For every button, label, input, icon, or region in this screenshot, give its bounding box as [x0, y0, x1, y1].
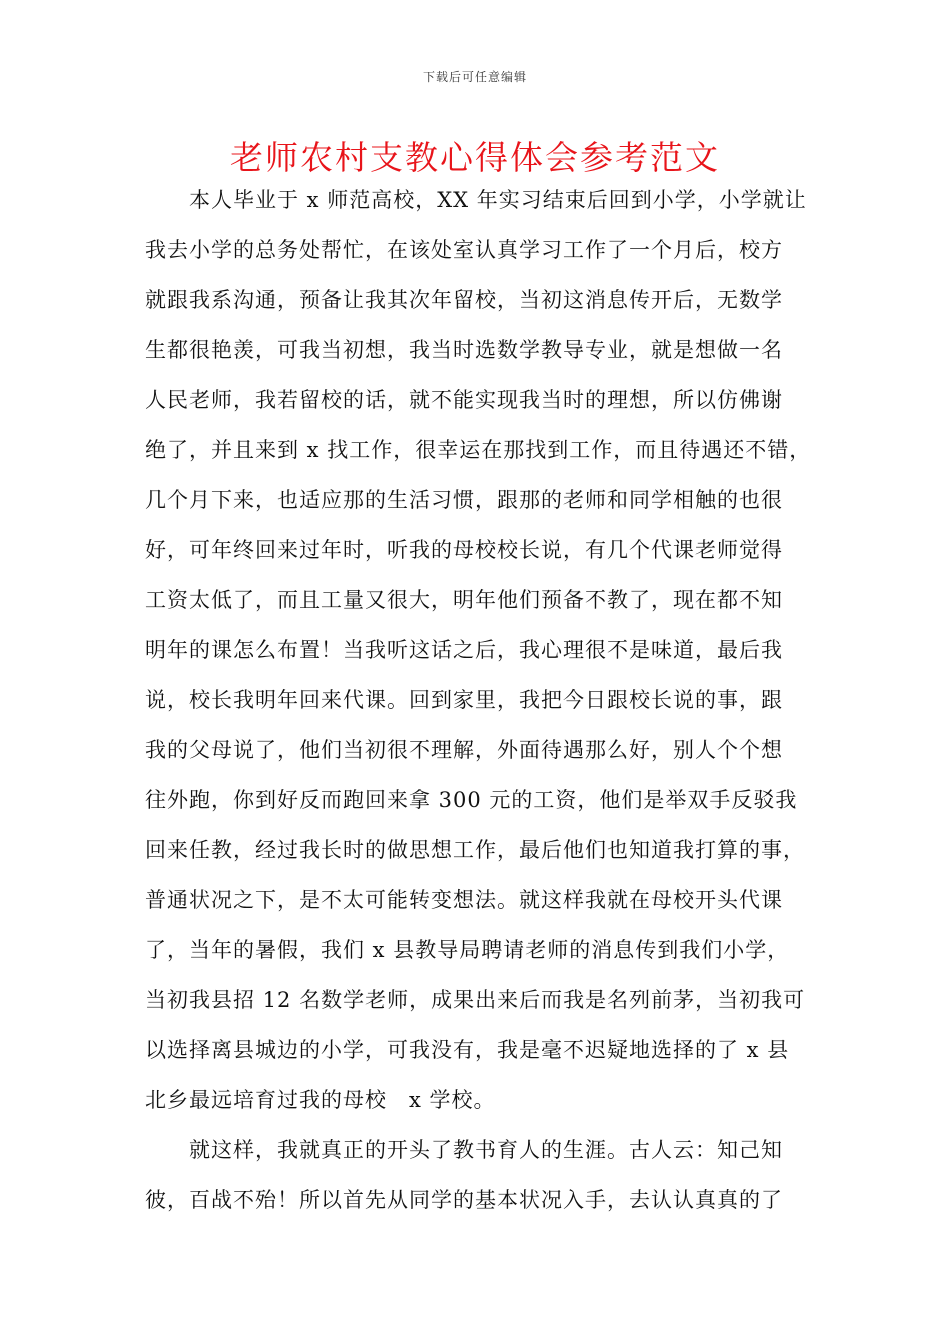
- text-line: 工资太低了，而且工量又很大，明年他们预备不教了，现在都不知: [145, 588, 783, 612]
- header-note: 下载后可任意编辑: [422, 70, 527, 84]
- text-line: 人民老师，我若留校的话，就不能实现我当时的理想，所以仿佛谢: [145, 388, 783, 412]
- text-line: 好，可年终回来过年时，听我的母校校长说，有几个代课老师觉得: [145, 538, 783, 562]
- text-line: 当初我县招 12 名数学老师，成果出来后而我是名列前茅，当初我可: [145, 988, 806, 1012]
- text-line: 就这样，我就真正的开头了教书育人的生涯。古人云：知己知: [189, 1138, 783, 1162]
- text-line: 绝了，并且来到 x 找工作，很幸运在那找到工作，而且待遇还不错，: [145, 438, 812, 462]
- text-line: 本人毕业于 x 师范高校，XX 年实习结束后回到小学，小学就让: [189, 188, 807, 212]
- text-line: 我的父母说了，他们当初很不理解，外面待遇那么好，别人个个想: [145, 738, 783, 762]
- text-line: 说，校长我明年回来代课。回到家里，我把今日跟校长说的事，跟: [145, 688, 783, 712]
- document-title: 老师农村支教心得体会参考范文: [230, 138, 720, 177]
- text-line: 回来任教，经过我长时的做思想工作，最后他们也知道我打算的事，: [145, 838, 805, 862]
- text-line: 以选择离县城边的小学，可我没有，我是毫不迟疑地选择的了 x 县: [145, 1038, 790, 1062]
- text-line: 几个月下来，也适应那的生活习惯，跟那的老师和同学相触的也很: [145, 488, 783, 512]
- paragraph-1: [145, 180, 825, 1130]
- text-line: 彼，百战不殆！所以首先从同学的基本状况入手，去认认真真的了: [145, 1188, 783, 1212]
- text-line: 往外跑，你到好反而跑回来拿 300 元的工资，他们是举双手反驳我: [145, 788, 798, 812]
- text-line: 普通状况之下，是不太可能转变想法。就这样我就在母校开头代课: [145, 888, 783, 912]
- text-line: 就跟我系沟通，预备让我其次年留校，当初这消息传开后，无数学: [145, 288, 783, 312]
- text-line: 我去小学的总务处帮忙，在该处室认真学习工作了一个月后，校方: [145, 238, 783, 262]
- text-line: 北乡最远培育过我的母校 x 学校。: [145, 1088, 496, 1112]
- text-line: 生都很艳羡，可我当初想，我当时选数学教导专业，就是想做一名: [145, 338, 783, 362]
- text-line: 了，当年的暑假，我们 x 县教导局聘请老师的消息传到我们小学，: [145, 938, 790, 962]
- paragraph-2: [145, 1130, 825, 1230]
- text-line: 明年的课怎么布置！当我听这话之后，我心理很不是味道，最后我: [145, 638, 783, 662]
